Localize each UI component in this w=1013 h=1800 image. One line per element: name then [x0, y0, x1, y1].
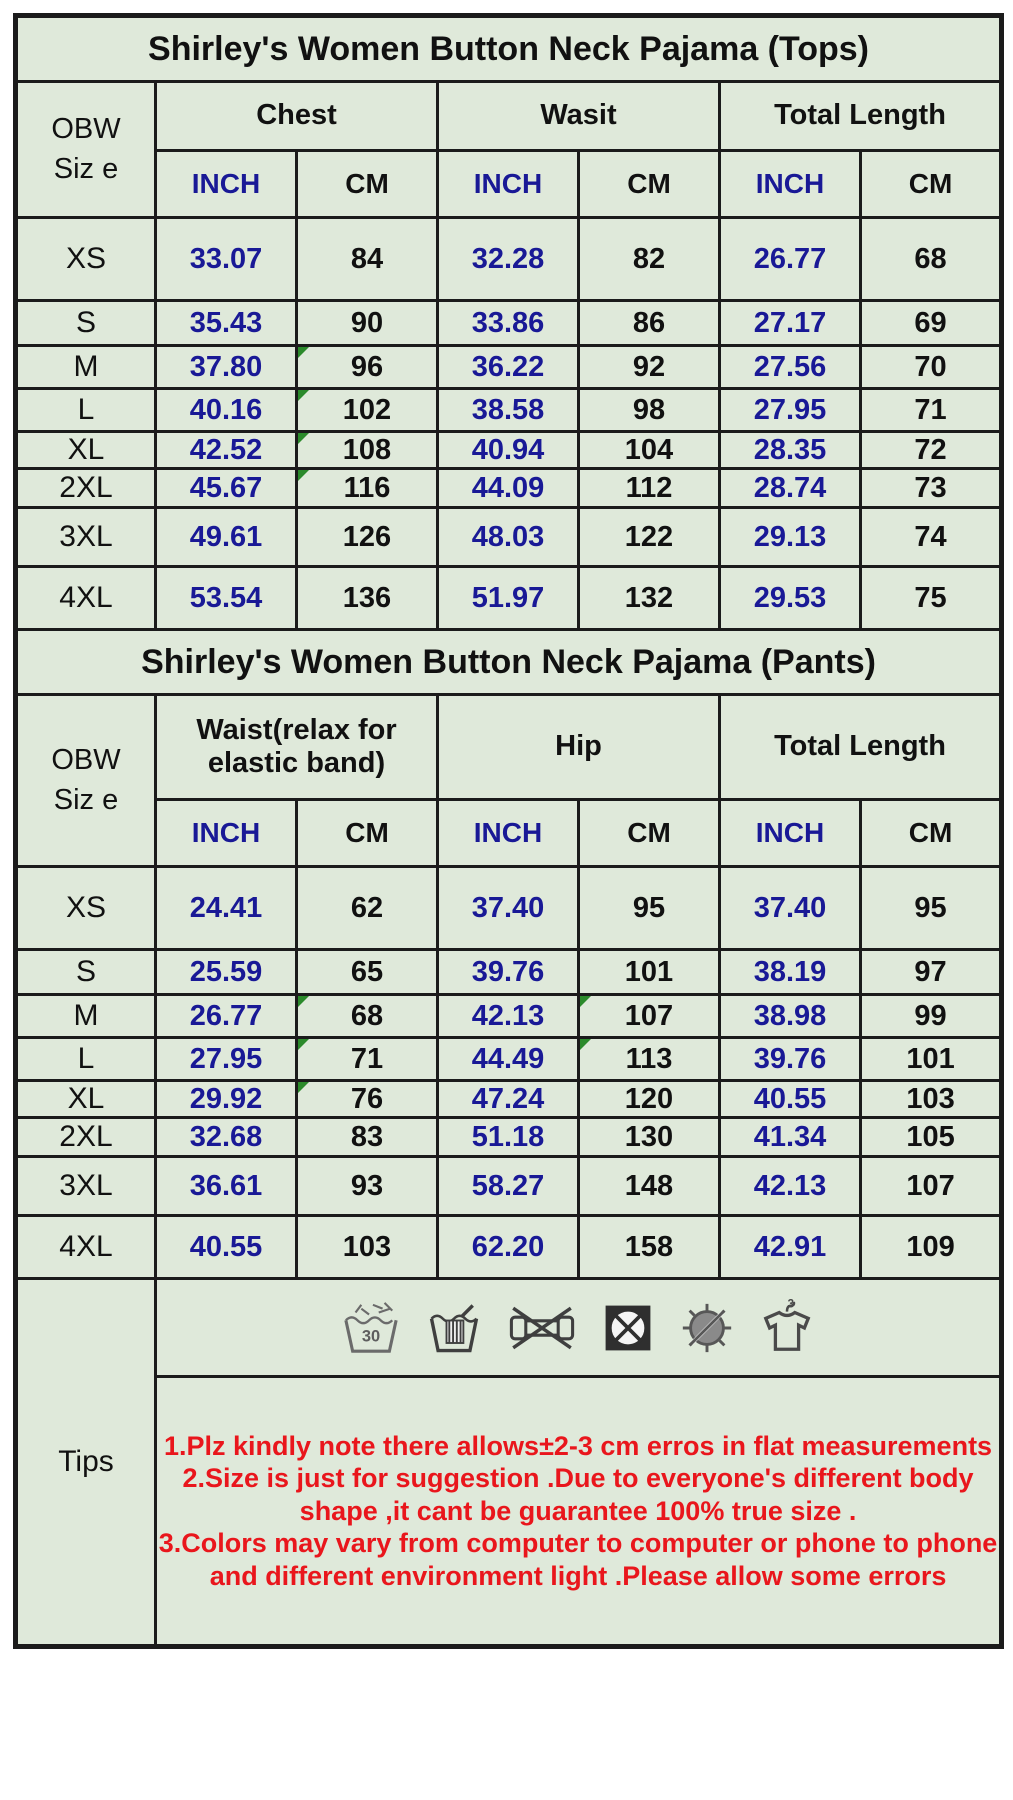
- data-cell: 108: [297, 432, 438, 469]
- table-row: [16, 630, 1002, 695]
- data-cell: 41.34: [720, 1118, 861, 1157]
- data-cell: 101: [861, 1038, 1002, 1081]
- data-cell: 95: [579, 867, 720, 950]
- data-cell: 38.58: [438, 389, 579, 432]
- data-cell: 24.41: [156, 867, 297, 950]
- data-cell: 120: [579, 1081, 720, 1118]
- data-cell: 158: [579, 1216, 720, 1279]
- table-row: [16, 567, 1002, 630]
- table-row: [16, 301, 1002, 346]
- data-cell: 99: [861, 995, 1002, 1038]
- data-cell: 68: [297, 995, 438, 1038]
- data-cell: 71: [861, 389, 1002, 432]
- table-row: [16, 82, 1002, 151]
- data-cell: 102: [297, 389, 438, 432]
- data-cell: 47.24: [438, 1081, 579, 1118]
- unit-header-cm: CM: [579, 151, 720, 218]
- table-row: [16, 151, 1002, 218]
- unit-header-cm: CM: [861, 800, 1002, 867]
- data-cell: 39.76: [720, 1038, 861, 1081]
- hand-wash-30-icon: [340, 1299, 402, 1357]
- data-cell: 104: [579, 432, 720, 469]
- data-cell: 26.77: [720, 218, 861, 301]
- table-row: [16, 346, 1002, 389]
- data-cell: 40.55: [720, 1081, 861, 1118]
- do-not-sun-dry-icon: [678, 1299, 736, 1357]
- tops-group-total-length: Total Length: [720, 82, 1002, 151]
- data-cell: 130: [579, 1118, 720, 1157]
- size-cell: L: [16, 1038, 156, 1081]
- pants-size-header: [16, 695, 156, 867]
- data-cell: 71: [297, 1038, 438, 1081]
- tips-note-2: 2.Size is just for suggestion .Due to everyone's different body shape ,it cant be guarantee 100% true size .: [182, 1463, 974, 1526]
- care-icons-cell: [156, 1279, 1002, 1377]
- data-cell: 35.43: [156, 301, 297, 346]
- size-cell: 3XL: [16, 508, 156, 567]
- data-cell: 44.49: [438, 1038, 579, 1081]
- data-cell: 98: [579, 389, 720, 432]
- data-cell: 68: [861, 218, 1002, 301]
- unit-header-inch: INCH: [438, 151, 579, 218]
- tips-note-3: 3.Colors may vary from computer to computer or phone to phone and different environment light .Please allow some errors: [158, 1528, 998, 1591]
- data-cell: 116: [297, 469, 438, 508]
- data-cell: 40.55: [156, 1216, 297, 1279]
- data-cell: 70: [861, 346, 1002, 389]
- data-cell: 72: [861, 432, 1002, 469]
- data-cell: 27.95: [720, 389, 861, 432]
- data-cell: 42.13: [720, 1157, 861, 1216]
- data-cell: 103: [861, 1081, 1002, 1118]
- svg-text:3: 3: [787, 1298, 795, 1311]
- data-cell: 40.16: [156, 389, 297, 432]
- size-cell: 4XL: [16, 567, 156, 630]
- data-cell: 37.40: [720, 867, 861, 950]
- tops-group-chest: Chest: [156, 82, 438, 151]
- tips-notes: [156, 1377, 1002, 1647]
- unit-header-inch: INCH: [720, 151, 861, 218]
- unit-header-cm: CM: [861, 151, 1002, 218]
- data-cell: 38.98: [720, 995, 861, 1038]
- size-cell: S: [16, 301, 156, 346]
- size-header-line2: Siz e: [53, 783, 119, 816]
- table-row: [16, 1118, 1002, 1157]
- care-icon-row: [157, 1299, 999, 1357]
- data-cell: 103: [297, 1216, 438, 1279]
- unit-header-cm: CM: [579, 800, 720, 867]
- data-cell: 76: [297, 1081, 438, 1118]
- data-cell: 136: [297, 567, 438, 630]
- hand-wash-icon: [424, 1299, 484, 1357]
- table-row: [16, 1038, 1002, 1081]
- data-cell: 26.77: [156, 995, 297, 1038]
- data-cell: 112: [579, 469, 720, 508]
- do-not-wring-icon: [506, 1302, 578, 1354]
- table-row: [16, 800, 1002, 867]
- data-cell: 40.94: [438, 432, 579, 469]
- data-cell: 32.68: [156, 1118, 297, 1157]
- size-cell: L: [16, 389, 156, 432]
- data-cell: 96: [297, 346, 438, 389]
- data-cell: 42.52: [156, 432, 297, 469]
- data-cell: 29.13: [720, 508, 861, 567]
- size-cell: XL: [16, 432, 156, 469]
- data-cell: 44.09: [438, 469, 579, 508]
- size-cell: XL: [16, 1081, 156, 1118]
- data-cell: 27.95: [156, 1038, 297, 1081]
- data-cell: 49.61: [156, 508, 297, 567]
- tops-title: Shirley's Women Button Neck Pajama (Tops): [16, 16, 1002, 82]
- table-row: [16, 1216, 1002, 1279]
- tips-label: Tips: [16, 1279, 156, 1647]
- table-row: [16, 950, 1002, 995]
- table-row: [16, 995, 1002, 1038]
- data-cell: 27.17: [720, 301, 861, 346]
- data-cell: 33.86: [438, 301, 579, 346]
- data-cell: 90: [297, 301, 438, 346]
- pants-group-hip: Hip: [438, 695, 720, 800]
- table-row: [16, 1377, 1002, 1647]
- table-row: [16, 1081, 1002, 1118]
- data-cell: 37.40: [438, 867, 579, 950]
- data-cell: 62: [297, 867, 438, 950]
- table-row: [16, 16, 1002, 82]
- data-cell: 42.13: [438, 995, 579, 1038]
- data-cell: 75: [861, 567, 1002, 630]
- table-row: [16, 508, 1002, 567]
- data-cell: 95: [861, 867, 1002, 950]
- pants-title: Shirley's Women Button Neck Pajama (Pants): [16, 630, 1002, 695]
- data-cell: 83: [297, 1118, 438, 1157]
- size-chart-table: [13, 13, 1004, 1649]
- data-cell: 109: [861, 1216, 1002, 1279]
- tops-group-waist: Wasit: [438, 82, 720, 151]
- data-cell: 48.03: [438, 508, 579, 567]
- data-cell: 39.76: [438, 950, 579, 995]
- data-cell: 51.18: [438, 1118, 579, 1157]
- data-cell: 28.35: [720, 432, 861, 469]
- data-cell: 101: [579, 950, 720, 995]
- size-cell: 2XL: [16, 1118, 156, 1157]
- data-cell: 38.19: [720, 950, 861, 995]
- unit-header-inch: INCH: [438, 800, 579, 867]
- table-row: [16, 432, 1002, 469]
- data-cell: 73: [861, 469, 1002, 508]
- data-cell: 97: [861, 950, 1002, 995]
- size-cell: M: [16, 995, 156, 1038]
- data-cell: 53.54: [156, 567, 297, 630]
- data-cell: 33.07: [156, 218, 297, 301]
- size-cell: S: [16, 950, 156, 995]
- data-cell: 29.92: [156, 1081, 297, 1118]
- size-header-line1: OBW: [51, 113, 121, 146]
- size-cell: M: [16, 346, 156, 389]
- table-row: [16, 867, 1002, 950]
- table-row: [16, 1279, 1002, 1377]
- drip-dry-icon: [758, 1299, 816, 1357]
- size-header-line1: OBW: [51, 744, 121, 777]
- data-cell: 122: [579, 508, 720, 567]
- data-cell: 27.56: [720, 346, 861, 389]
- data-cell: 51.97: [438, 567, 579, 630]
- data-cell: 37.80: [156, 346, 297, 389]
- pants-group-total-length: Total Length: [720, 695, 1002, 800]
- do-not-tumble-dry-icon: [600, 1300, 656, 1356]
- data-cell: 25.59: [156, 950, 297, 995]
- data-cell: 148: [579, 1157, 720, 1216]
- data-cell: 126: [297, 508, 438, 567]
- data-cell: 86: [579, 301, 720, 346]
- unit-header-cm: CM: [297, 800, 438, 867]
- table-row: [16, 389, 1002, 432]
- table-row: [16, 695, 1002, 800]
- tips-note-1: 1.Plz kindly note there allows±2-3 cm erros in flat measurements: [163, 1431, 993, 1462]
- unit-header-inch: INCH: [156, 800, 297, 867]
- data-cell: 65: [297, 950, 438, 995]
- data-cell: 82: [579, 218, 720, 301]
- data-cell: 105: [861, 1118, 1002, 1157]
- size-cell: 3XL: [16, 1157, 156, 1216]
- data-cell: 93: [297, 1157, 438, 1216]
- size-cell: 4XL: [16, 1216, 156, 1279]
- data-cell: 92: [579, 346, 720, 389]
- data-cell: 32.28: [438, 218, 579, 301]
- data-cell: 28.74: [720, 469, 861, 508]
- data-cell: 58.27: [438, 1157, 579, 1216]
- table-row: [16, 469, 1002, 508]
- size-cell: 2XL: [16, 469, 156, 508]
- data-cell: 132: [579, 567, 720, 630]
- unit-header-cm: CM: [297, 151, 438, 218]
- data-cell: 113: [579, 1038, 720, 1081]
- data-cell: 69: [861, 301, 1002, 346]
- data-cell: 107: [861, 1157, 1002, 1216]
- data-cell: 45.67: [156, 469, 297, 508]
- size-cell: XS: [16, 218, 156, 301]
- data-cell: 36.61: [156, 1157, 297, 1216]
- data-cell: 42.91: [720, 1216, 861, 1279]
- pants-group-waist: Waist(relax for elastic band): [156, 695, 438, 800]
- data-cell: 84: [297, 218, 438, 301]
- unit-header-inch: INCH: [156, 151, 297, 218]
- table-row: [16, 1157, 1002, 1216]
- svg-text:30: 30: [361, 1327, 381, 1346]
- data-cell: 29.53: [720, 567, 861, 630]
- data-cell: 74: [861, 508, 1002, 567]
- data-cell: 107: [579, 995, 720, 1038]
- size-cell: XS: [16, 867, 156, 950]
- unit-header-inch: INCH: [720, 800, 861, 867]
- data-cell: 36.22: [438, 346, 579, 389]
- table-row: [16, 218, 1002, 301]
- size-header-line2: Siz e: [53, 152, 119, 185]
- tops-size-header: [16, 82, 156, 218]
- data-cell: 62.20: [438, 1216, 579, 1279]
